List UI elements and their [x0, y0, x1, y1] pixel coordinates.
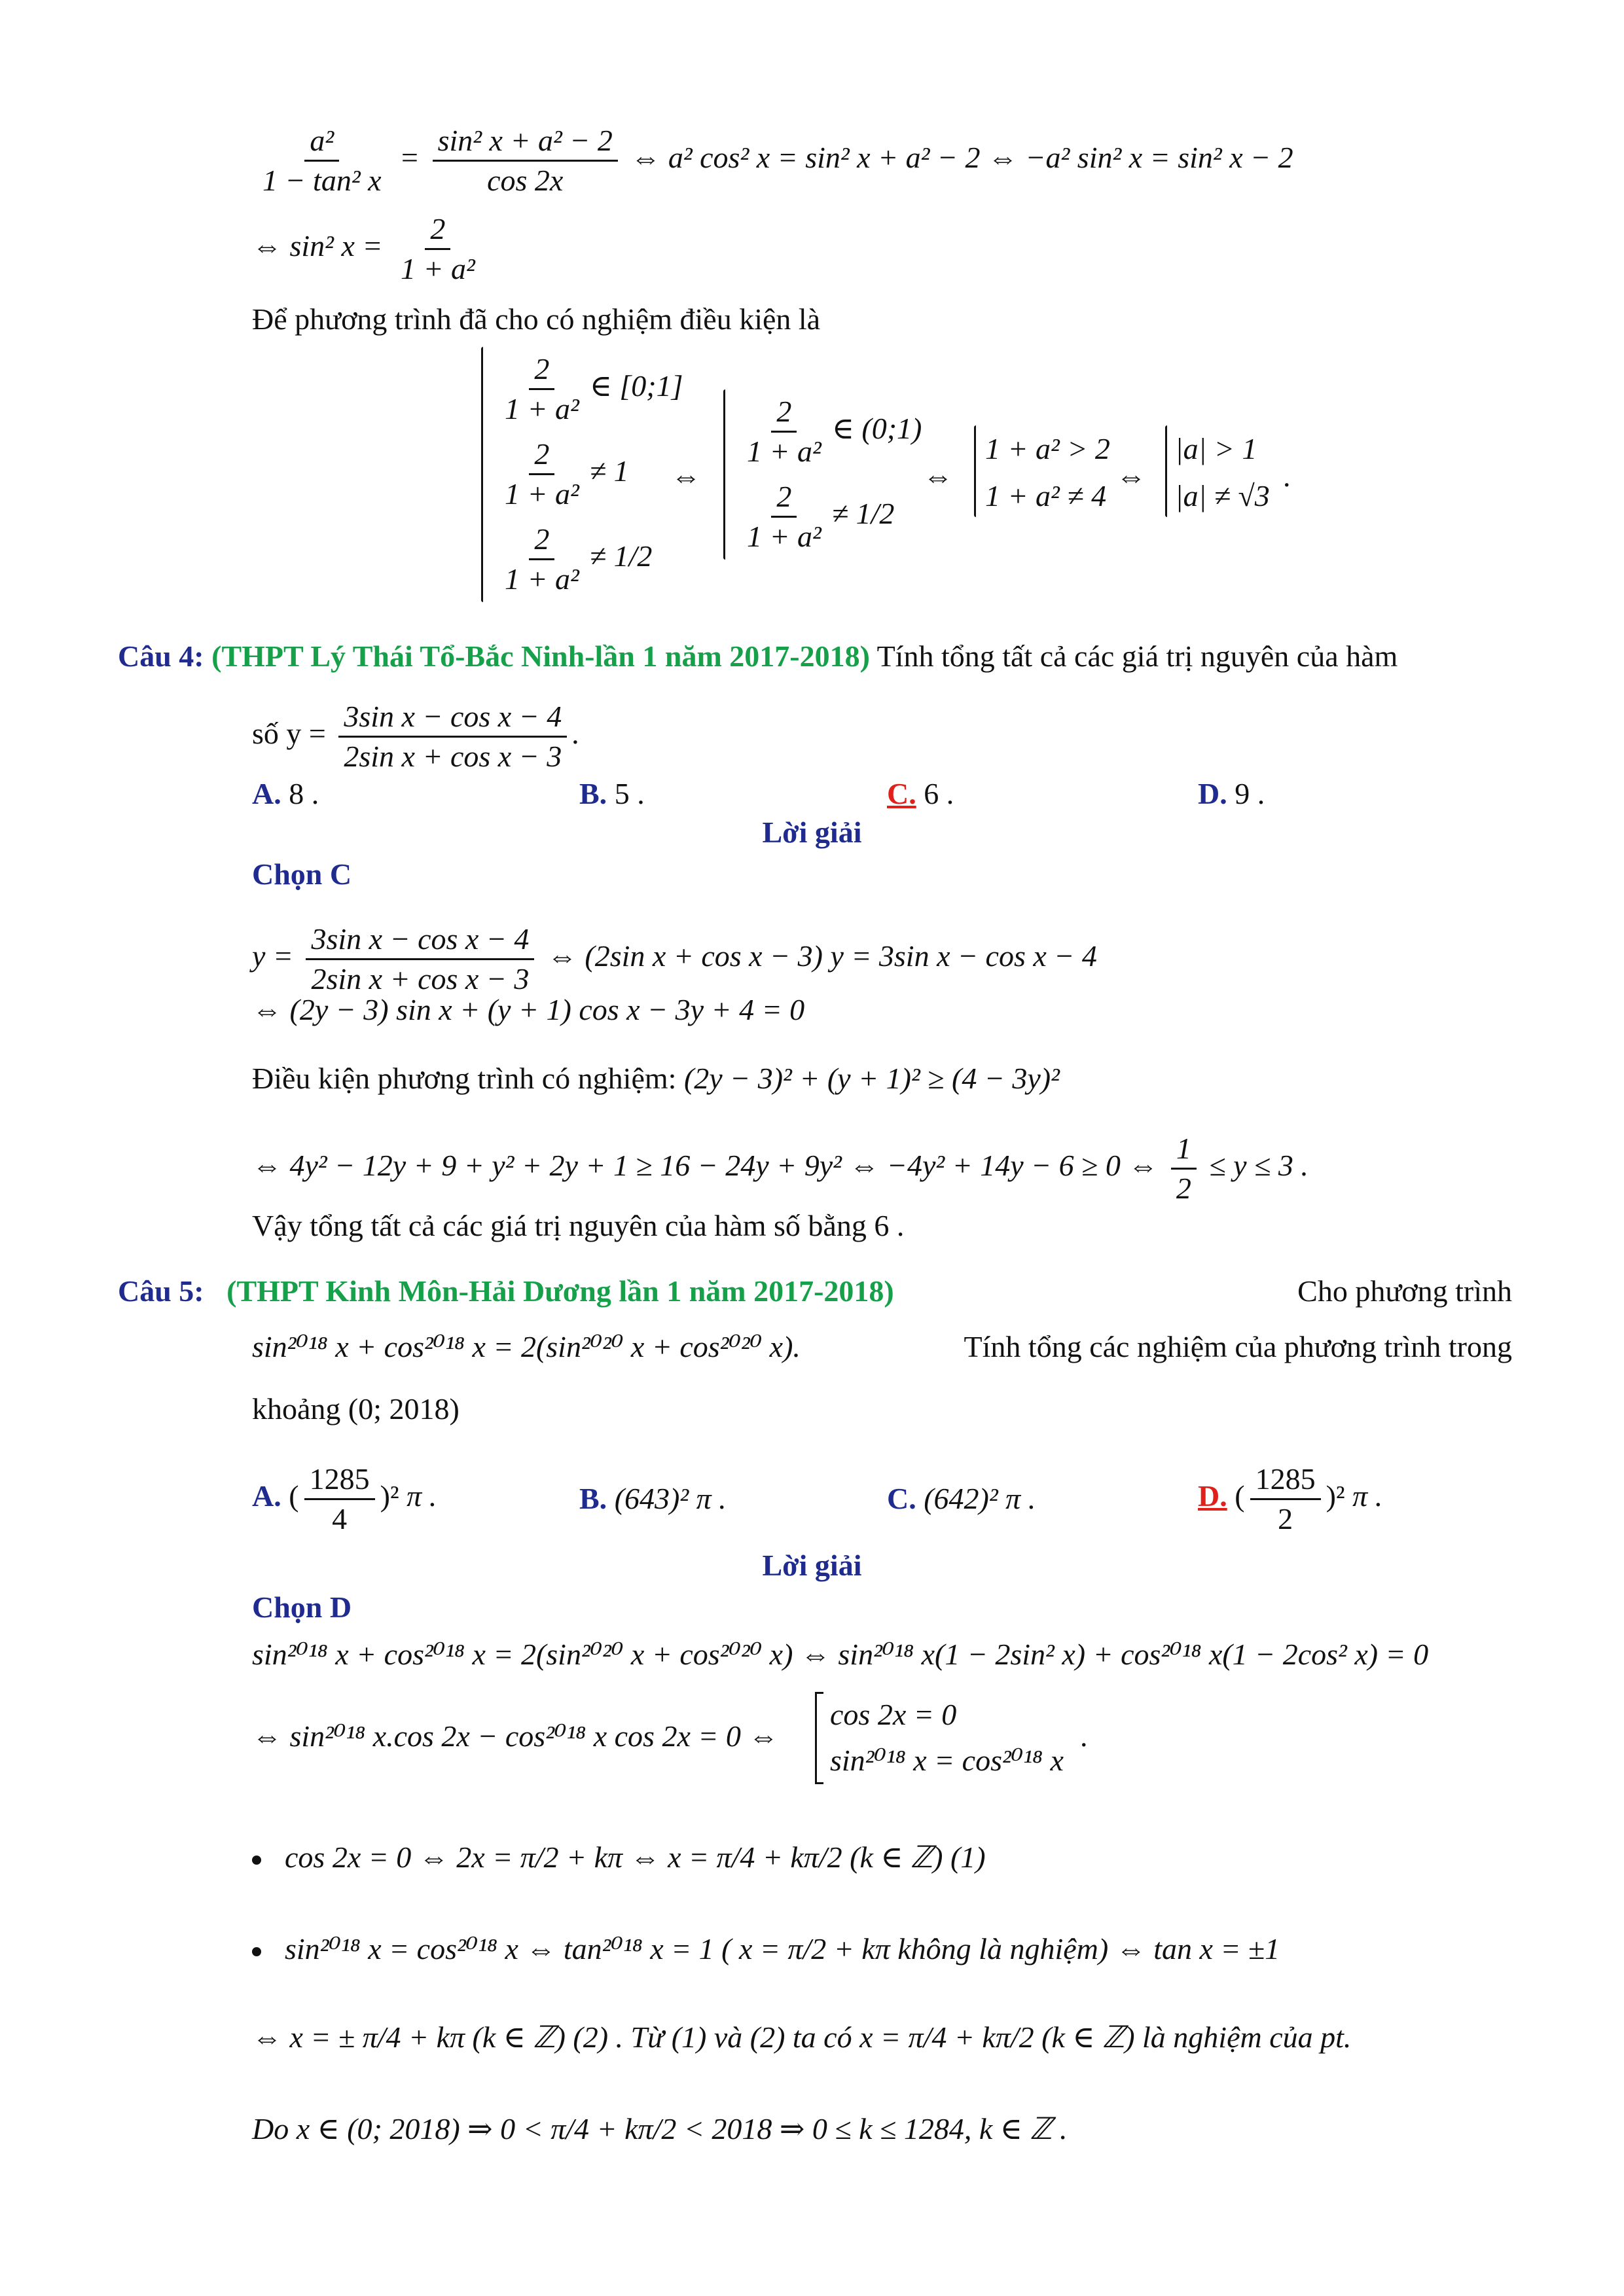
q5-step-4: Do x ∈ (0; 2018) ⇒ 0 < π/4 + kπ/2 < 2018 ⇒ 0 ≤ k ≤ 1284, k ∈ ℤ . [252, 2112, 1068, 2145]
q5-interval: khoảng (0; 2018) [252, 1392, 460, 1426]
fraction: $\frac{2}{\text{1 + a²}}$ [505, 522, 579, 596]
equivalence-symbol: ⇔ [671, 459, 701, 493]
q5-step-3: ⇔ x = ± π/4 + kπ (k ∈ ℤ) (2) . Từ (1) và (2) ta có x = π/4 + kπ/2 (k ∈ ℤ) là nghiệm của pt. [252, 2020, 1352, 2054]
q4-solution-title: Lời giải [762, 816, 862, 849]
fraction: $\frac{1285}{4}$ [304, 1463, 375, 1535]
q4-header: Câu 4: (THPT Lý Thái Tổ-Bắc Ninh-lần 1 năm 2017-2018) Tính tổng tất cả các giá trị nguyên của hàm [118, 639, 1398, 673]
system-4: |a| > 1 |a| ≠ √3 [1175, 432, 1270, 512]
fraction: $\frac{2}{\text{1 + a²}}$ [505, 437, 579, 511]
fraction: $\frac{2}{\text{1 + a²}}$ [747, 394, 821, 468]
fraction: $\frac{\text{3sin x − cos x − 4}}{\text{2sin x + cos x − 3}}$ [306, 923, 534, 996]
q5-option-d: D. ( $\frac{1285}{2}$ )² π . [1198, 1462, 1383, 1535]
intro-equation-1: $\frac{\text{a²}}{\text{1 − tan² x}}$ = $\frac{\text{sin² x + a² − 2}}{\cos 2x}$ ⇔ a² cos² x = sin² x + a² − 2 ⇔ −a² sin² x = sin² x − 2 [252, 124, 1293, 197]
q5-step-2: ⇔ sin²⁰¹⁸ x.cos 2x − cos²⁰¹⁸ x cos 2x = 0 ⇔ [252, 1719, 779, 1753]
fraction: $\frac{\text{a²}}{\text{1 − tan² x}}$ [262, 124, 382, 197]
system-1: $\frac{2}{\text{1 + a²}}$ ∈ [0;1] $\frac{2}{\text{1 + a²}}$ ≠ 1 $\frac{2}{\text{1 + a²}}$ ≠ 1/2 [494, 344, 683, 599]
fraction: $\frac{\text{sin² x + a² − 2}}{\cos 2x}$ [433, 124, 618, 197]
q5-option-b: B. (643)² π . [579, 1482, 727, 1515]
q5-solution-title: Lời giải [762, 1549, 862, 1582]
q4-step-1: y = $\frac{\text{3sin x − cos x − 4}}{\text{2sin x + cos x − 3}}$ ⇔ (2sin x + cos x − 3) y = 3sin x − cos x − 4 [252, 922, 1097, 996]
q5-option-a: A. ( $\frac{1285}{4}$ )² π . [252, 1462, 437, 1535]
brace [723, 389, 725, 560]
system-2: $\frac{2}{\text{1 + a²}}$ ∈ (0;1) $\frac{2}{\text{1 + a²}}$ ≠ 1/2 [736, 386, 922, 556]
fraction: $\frac{\text{3sin x − cos x − 4}}{\text{2sin x + cos x − 3}}$ [338, 700, 567, 773]
fraction: $\frac{2}{\text{1 + a²}}$ [747, 479, 821, 553]
bullet-icon [252, 1947, 261, 1956]
q4-conclusion: Vậy tổng tất cả các giá trị nguyên của hàm số bằng 6 . [252, 1209, 905, 1242]
intro-equation-2: ⇔ sin² x = $\frac{2}{\text{1 + a²}}$ [252, 213, 486, 285]
bullet-icon [252, 1856, 261, 1865]
q5-bullet-1: cos 2x = 0 ⇔ 2x = π/2 + kπ ⇔ x = π/4 + kπ/2 (k ∈ ℤ) (1) [252, 1839, 986, 1876]
system-3: 1 + a² > 2 1 + a² ≠ 4 [985, 432, 1110, 512]
q5-step-1: sin²⁰¹⁸ x + cos²⁰¹⁸ x = 2(sin²⁰²⁰ x + cos²⁰²⁰ x) ⇔ sin²⁰¹⁸ x(1 − 2sin² x) + cos²⁰¹⁸ x(1 − 2cos² x) = 0 [252, 1638, 1429, 1671]
q4-option-b: B. 5 . [579, 777, 645, 810]
q5-equation: sin²⁰¹⁸ x + cos²⁰¹⁸ x = 2(sin²⁰²⁰ x + cos²⁰²⁰ x). Tính tổng các nghiệm của phương trình trong [252, 1330, 1512, 1363]
q4-option-a: A. 8 . [252, 777, 319, 810]
q5-option-c: C. (642)² π . [887, 1482, 1036, 1515]
equivalence-symbol: ⇔ [1116, 459, 1146, 493]
period: . [1080, 1719, 1088, 1753]
brace [974, 425, 976, 517]
fraction: $\frac{1285}{2}$ [1250, 1463, 1321, 1535]
brace [481, 347, 483, 602]
q5-cases: cos 2x = 0 sin²⁰¹⁸ x = cos²⁰¹⁸ x [830, 1698, 1064, 1777]
equivalence-symbol: ⇔ [923, 459, 953, 493]
fraction: $\frac{2}{\text{1 + a²}}$ [400, 212, 475, 285]
period: . [1283, 459, 1291, 493]
fraction: $\frac{2}{\text{1 + a²}}$ [505, 351, 579, 425]
condition-text: Để phương trình đã cho có nghiệm điều kiện là [252, 302, 821, 336]
brace [1165, 425, 1167, 517]
q4-chosen: Chọn C [252, 857, 352, 891]
q4-option-d: D. 9 . [1198, 777, 1265, 810]
case-bracket [815, 1692, 823, 1784]
q4-step-3: Điều kiện phương trình có nghiệm: (2y − 3)² + (y + 1)² ≥ (4 − 3y)² [252, 1062, 1060, 1095]
q4-function: số y = $\frac{\text{3sin x − cos x − 4}}{\text{2sin x + cos x − 3}}$ . [252, 700, 580, 773]
q4-step-4: ⇔ 4y² − 12y + 9 + y² + 2y + 1 ≥ 16 − 24y + 9y² ⇔ −4y² + 14y − 6 ≥ 0 ⇔ $\frac{1}{2}$ ≤ y ≤ 3 . [252, 1132, 1308, 1205]
q4-option-c: C. 6 . [887, 777, 954, 810]
q5-chosen: Chọn D [252, 1590, 352, 1624]
q4-step-2: ⇔ (2y − 3) sin x + (y + 1) cos x − 3y + 4 = 0 [252, 993, 805, 1026]
fraction: $\frac{1}{2}$ [1171, 1132, 1197, 1205]
q5-bullet-2: sin²⁰¹⁸ x = cos²⁰¹⁸ x ⇔ tan²⁰¹⁸ x = 1 ( x = π/2 + kπ không là nghiệm) ⇔ tan x = ±1 [252, 1931, 1280, 1967]
q5-header: Câu 5: (THPT Kinh Môn-Hải Dương lần 1 năm 2017-2018) Cho phương trình [118, 1274, 1512, 1308]
